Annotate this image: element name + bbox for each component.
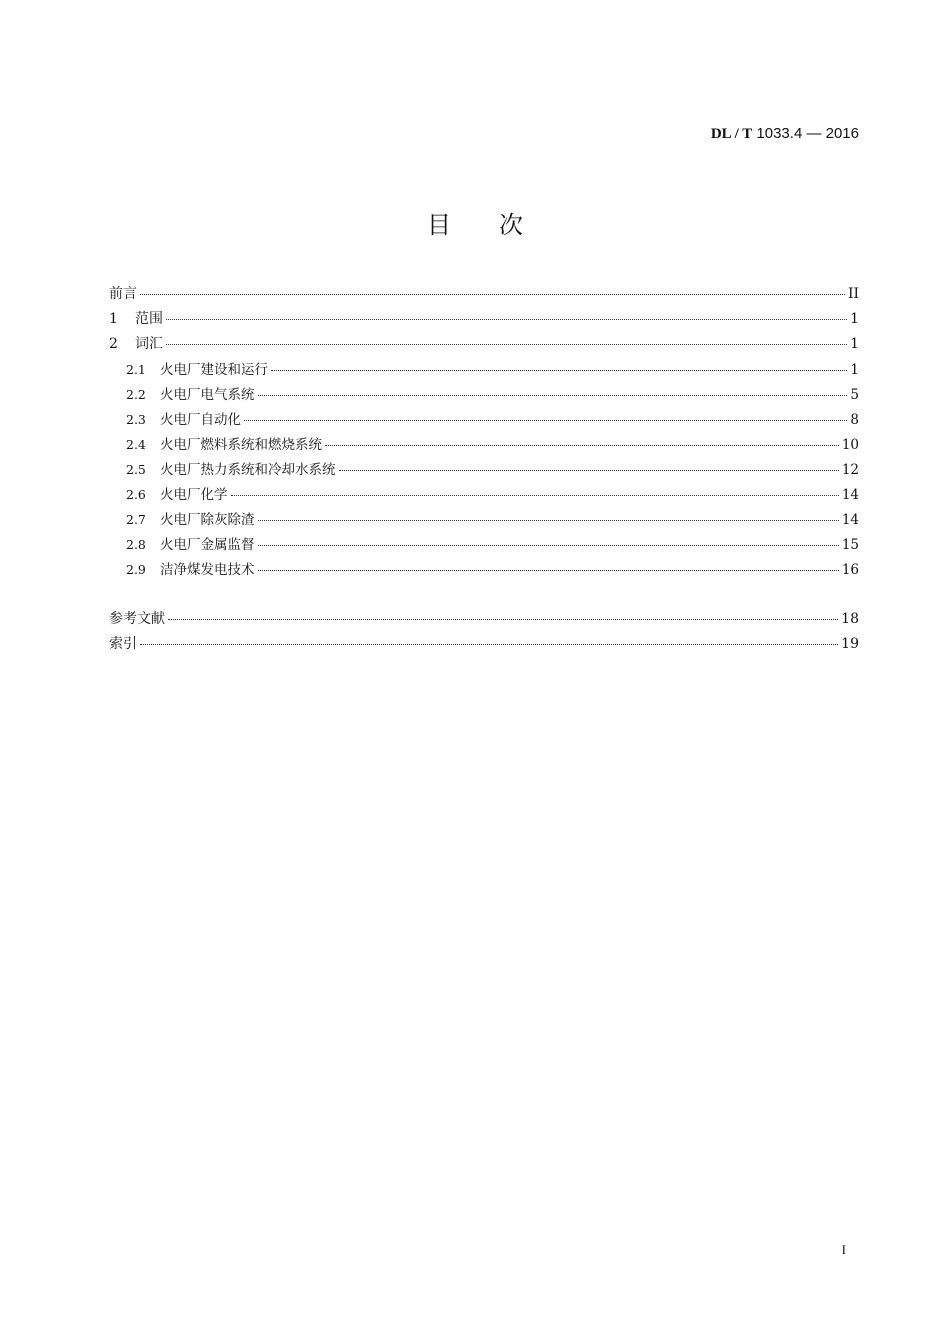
toc-entry-page: 12 <box>841 462 859 478</box>
toc-entry-number: 2.1 <box>126 362 146 377</box>
dot-leader <box>258 519 839 521</box>
toc-entry-number: 2.2 <box>126 387 146 402</box>
toc-entry-label: 参考文献 <box>109 611 165 627</box>
dot-leader <box>166 343 847 345</box>
toc-entry-page: 5 <box>850 387 859 403</box>
toc-entry-number: 2.9 <box>126 562 146 577</box>
toc-entry-page: 16 <box>841 562 859 578</box>
toc-entry-number: 2.6 <box>126 487 146 502</box>
table-of-contents <box>109 282 859 657</box>
dot-leader <box>271 369 847 371</box>
toc-entry[interactable] <box>109 382 859 407</box>
toc-entry[interactable] <box>109 632 859 657</box>
dot-leader <box>166 318 847 320</box>
toc-entry[interactable] <box>109 482 859 507</box>
dot-leader <box>231 494 839 496</box>
toc-entry-label: 范围 <box>135 311 163 327</box>
toc-entry-label: 前言 <box>109 286 137 302</box>
toc-entry-label: 火电厂自动化 <box>160 412 241 428</box>
dot-leader <box>168 618 838 620</box>
toc-entry-number: 2.3 <box>126 412 146 427</box>
toc-entry-number: 2 <box>109 336 118 352</box>
toc-entry-label: 火电厂建设和运行 <box>160 362 268 378</box>
toc-entry-page: 14 <box>841 487 859 503</box>
dot-leader <box>258 544 839 546</box>
standard-code-number: 1033.4 — 2016 <box>752 125 859 142</box>
toc-entry-number: 2.5 <box>126 462 146 477</box>
dot-leader <box>244 419 847 421</box>
toc-entry-label: 火电厂金属监督 <box>160 537 255 553</box>
toc-entry[interactable] <box>109 307 859 332</box>
dot-leader <box>258 569 839 571</box>
toc-entry-label: 火电厂燃料系统和燃烧系统 <box>160 437 322 453</box>
toc-entry-page: 1 <box>850 362 859 378</box>
toc-entry[interactable] <box>109 532 859 557</box>
toc-entry-page: 1 <box>850 336 859 352</box>
dot-leader <box>140 293 845 295</box>
dot-leader <box>339 469 839 471</box>
toc-entry-number: 2.7 <box>126 512 146 527</box>
standard-code-prefix: DL / T <box>710 126 753 142</box>
toc-entry[interactable] <box>109 557 859 582</box>
toc-entry-number: 1 <box>109 311 118 327</box>
toc-entry-page: 15 <box>841 537 859 553</box>
dot-leader <box>258 394 848 396</box>
toc-entry-page: 10 <box>841 437 859 453</box>
toc-entry-label: 索引 <box>109 636 137 652</box>
toc-entry[interactable] <box>109 282 859 307</box>
toc-entry-number: 2.4 <box>126 437 146 452</box>
page-number: I <box>841 1242 846 1257</box>
dot-leader <box>140 643 838 645</box>
toc-entry-label: 火电厂化学 <box>160 487 228 503</box>
toc-entry[interactable] <box>109 507 859 532</box>
toc-entry-page: II <box>847 286 859 302</box>
toc-entry-label: 火电厂除灰除渣 <box>160 512 255 528</box>
toc-entry-page: 19 <box>841 636 859 652</box>
toc-entry[interactable] <box>109 332 859 357</box>
toc-entry[interactable] <box>109 407 859 432</box>
toc-entry-page: 18 <box>841 611 859 627</box>
toc-entry[interactable] <box>109 457 859 482</box>
toc-entry[interactable] <box>109 357 859 382</box>
toc-entry-label: 火电厂热力系统和冷却水系统 <box>160 462 336 478</box>
toc-entry[interactable] <box>109 607 859 632</box>
toc-entry[interactable] <box>109 432 859 457</box>
toc-entry-label: 火电厂电气系统 <box>160 387 255 403</box>
toc-entry-page: 8 <box>850 412 859 428</box>
standard-code <box>711 125 859 143</box>
toc-title: 目次 <box>427 211 571 239</box>
toc-entry-number: 2.8 <box>126 537 146 552</box>
toc-entry-page: 1 <box>850 311 859 327</box>
toc-entry-label: 洁净煤发电技术 <box>160 562 255 578</box>
dot-leader <box>325 444 839 446</box>
toc-entry-label: 词汇 <box>135 336 163 352</box>
toc-entry-page: 14 <box>841 512 859 528</box>
